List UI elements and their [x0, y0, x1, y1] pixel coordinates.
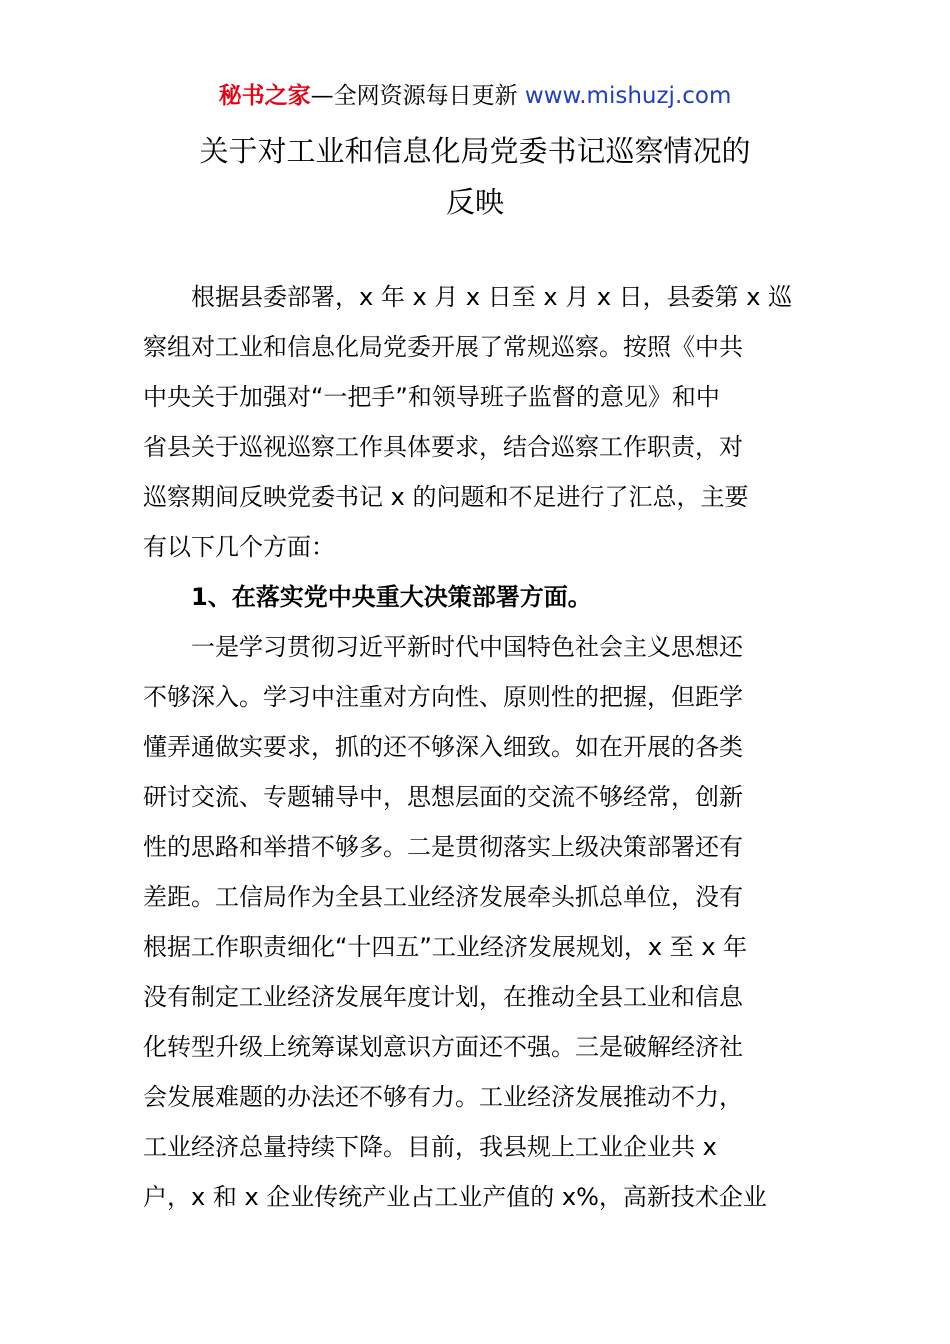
- paragraph-intro-line: 根据县委部署，x 年 x 月 x 日至 x 月 x 日，县委第 x 巡: [191, 283, 793, 311]
- title-line-1: 关于对工业和信息化局党委书记巡察情况的: [199, 134, 751, 168]
- site-tagline: —全网资源每日更新: [310, 83, 525, 109]
- paragraph-intro-line: 有以下几个方面：: [143, 533, 335, 561]
- paragraph-body-line: 懂弄通做实要求，抓的还不够深入细致。如在开展的各类: [143, 733, 743, 761]
- paragraph-body-line: 会发展难题的办法还不够有力。工业经济发展推动不力，: [143, 1083, 743, 1111]
- section-heading: 1、在落实党中央重大决策部署方面。: [191, 583, 592, 611]
- document-title: [0, 126, 950, 228]
- paragraph-intro-line: 省县关于巡视巡察工作具体要求，结合巡察工作职责，对: [143, 433, 743, 461]
- title-line-2: 反映: [445, 185, 504, 219]
- paragraph-body-line: 没有制定工业经济发展年度计划，在推动全县工业和信息: [143, 983, 743, 1011]
- site-url-link[interactable]: www.mishuzj.com: [524, 83, 732, 109]
- paragraph-body-line: 一是学习贯彻习近平新时代中国特色社会主义思想还: [191, 633, 743, 661]
- paragraph-body-line: 户，x 和 x 企业传统产业占工业产值的 x%，高新技术企业: [143, 1183, 767, 1211]
- paragraph-body-line: 化转型升级上统筹谋划意识方面还不强。三是破解经济社: [143, 1033, 743, 1061]
- paragraph-body-line: 研讨交流、专题辅导中，思想层面的交流不够经常，创新: [143, 783, 743, 811]
- site-header: [0, 80, 950, 112]
- paragraph-intro-line: 巡察期间反映党委书记 x 的问题和不足进行了汇总，主要: [143, 483, 749, 511]
- paragraph-body-line: 不够深入。学习中注重对方向性、原则性的把握，但距学: [143, 683, 743, 711]
- site-brand: 秘书之家: [218, 83, 311, 109]
- paragraph-body-line: 工业经济总量持续下降。目前，我县规上工业企业共 x: [143, 1133, 717, 1161]
- paragraph-body-line: 差距。工信局作为全县工业经济发展牵头抓总单位，没有: [143, 883, 743, 911]
- paragraph-intro-line: 中央关于加强对“一把手”和领导班子监督的意见》和中: [143, 383, 720, 411]
- paragraph-body-line: 根据工作职责细化“十四五”工业经济发展规划，x 至 x 年: [143, 933, 748, 961]
- paragraph-body-line: 性的思路和举措不够多。二是贯彻落实上级决策部署还有: [143, 833, 743, 861]
- document-body: [143, 272, 807, 1222]
- paragraph-intro-line: 察组对工业和信息化局党委开展了常规巡察。按照《中共: [143, 333, 743, 361]
